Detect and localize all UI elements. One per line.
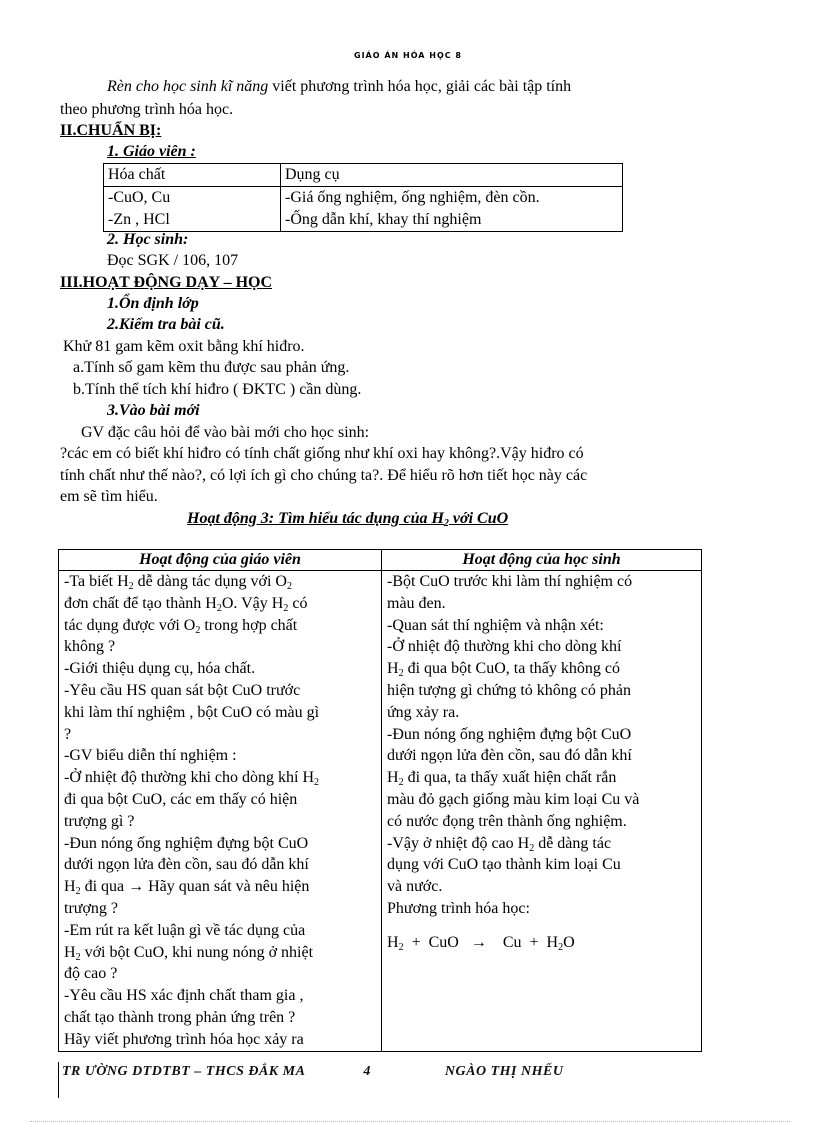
teacher-line: không ? <box>64 638 116 656</box>
teacher-line: -Yêu cầu HS xác định chất tham gia , <box>64 987 304 1005</box>
question-a: a.Tính số gam kẽm thu được sau phản ứng. <box>73 359 350 376</box>
student-line: -Quan sát thí nghiệm và nhận xét: <box>387 616 604 634</box>
teacher-line: ? <box>64 725 72 743</box>
student-heading: 2. Học sinh: <box>107 231 189 248</box>
teacher-line: độ cao ? <box>64 965 118 983</box>
teacher-line: -Yêu cầu HS quan sát bột CuO trước <box>64 681 301 699</box>
footer-page-number: 4 <box>363 1064 371 1079</box>
teacher-line: đi qua bột CuO, các em thấy có hiện <box>64 790 298 808</box>
table-row <box>59 571 702 1052</box>
table-row <box>59 550 702 571</box>
teacher-line: $H_2$ với bột CuO, khi nung nóng ở nhiệt <box>64 943 314 963</box>
student-line: $H_2$ đi qua, ta thấy xuất hiện chất rắn <box>387 769 617 789</box>
question-intro: Khử 81 gam kẽm oxit bằng khí hiđro. <box>63 338 305 355</box>
intro-rest: viết phương trình hóa học, giải các bài tập tính <box>268 78 572 95</box>
student-line: hiện tượng gì chứng tỏ không có phản <box>387 681 631 699</box>
paragraph-line: ?các em có biết khí hiđro có tính chất giống như khí oxi hay không?.Vậy hiđro có <box>60 445 584 462</box>
teacher-line: đơn chất để tạo thành $H_2O$. Vậy $H_2$ có <box>64 594 308 614</box>
table-cell <box>281 187 623 232</box>
teacher-line: $H_2$ đi qua → Hãy quan sát và nêu hiện <box>64 878 310 898</box>
student-line: -Bột CuO trước khi làm thí nghiệm có <box>387 573 633 590</box>
page-bottom-divider <box>30 1121 790 1122</box>
question-b: b.Tính thể tích khí hiđro ( ĐKTC ) cần dùng. <box>73 381 362 398</box>
chemical-equation: $H_2$ + CuO → $Cu + H_2O$ <box>387 933 575 953</box>
paragraph-line: em sẽ tìm hiểu. <box>60 488 158 505</box>
teacher-line: tác dụng được với $O_2$ trong hợp chất <box>64 616 298 636</box>
section-3-title: III.HOẠT ĐỘNG DẠY – HỌC <box>60 274 273 291</box>
student-line: dụng với CuO tạo thành kim loại Cu <box>387 856 621 874</box>
step-3: 3.Vào bài mới <box>107 402 200 419</box>
table-cell-text: -Zn , HCl <box>108 211 170 228</box>
subscript: 2 <box>443 518 449 529</box>
teacher-line: -Đun nóng ống nghiệm đựng bột CuO <box>64 834 309 852</box>
activity-title <box>187 510 508 528</box>
student-line: -Vậy ở nhiệt độ cao $H_2$ dễ dàng tác <box>387 834 612 854</box>
intro-line-2: theo phương trình hóa học. <box>60 101 234 118</box>
table-header-tools: Dụng cụ <box>281 164 623 187</box>
student-line: $H_2$ đi qua bột CuO, ta thấy không có <box>387 660 620 680</box>
col-student-header: Hoạt động của học sinh <box>382 550 702 571</box>
teacher-line: -Giới thiệu dụng cụ, hóa chất. <box>64 660 256 678</box>
table-cell-text: -CuO, Cu <box>108 189 171 206</box>
activity-table <box>58 549 702 1052</box>
step-2: 2.Kiểm tra bài cũ. <box>107 316 225 333</box>
student-text: Đọc SGK / 106, 107 <box>107 252 239 269</box>
intro-line-1 <box>107 78 571 96</box>
teacher-line: khi làm thí nghiệm , bột CuO có màu gì <box>64 703 320 721</box>
teacher-heading: 1. Giáo viên : <box>107 143 196 160</box>
teacher-line: Hãy viết phương trình hóa học xảy ra <box>64 1030 304 1048</box>
teacher-line: trượng ? <box>64 899 119 917</box>
student-line: dưới ngọn lửa đèn cồn, sau đó dẫn khí <box>387 747 632 765</box>
page-header: GIÁO ÁN HÓA HỌC 8 <box>354 51 462 60</box>
activity-title-text: Tìm hiểu tác dụng của H <box>274 510 444 527</box>
margin-line <box>58 1062 59 1098</box>
footer-school: TR ƯỜNG DTDTBT – THCS ĐẮK MA <box>62 1064 306 1079</box>
table-header-chemicals: Hóa chất <box>104 164 281 187</box>
teacher-line: trượng gì ? <box>64 812 135 830</box>
paragraph-line: GV đặc câu hỏi để vào bài mới cho học sinh: <box>81 424 370 441</box>
table-row <box>104 187 623 232</box>
intro-italic: Rèn cho học sinh kĩ năng <box>107 78 269 95</box>
student-activity-cell <box>382 571 702 1052</box>
table-cell-text: -Ống dẫn khí, khay thí nghiệm <box>285 211 482 228</box>
student-line: màu đen. <box>387 594 446 612</box>
page-footer <box>62 1064 563 1080</box>
paragraph-line: tính chất như thế nào?, có lợi ích gì cho chúng ta?. Để hiểu rõ hơn tiết học này các <box>60 467 588 484</box>
col-teacher-header: Hoạt động của giáo viên <box>59 550 382 571</box>
teacher-line: -GV biểu diễn thí nghiệm : <box>64 747 237 765</box>
student-line: -Ở nhiệt độ thường khi cho dòng khí <box>387 638 622 656</box>
materials-table <box>103 163 623 232</box>
student-line: Phương trình hóa học: <box>387 899 530 917</box>
teacher-line: dưới ngọn lửa đèn cồn, sau đó dẫn khí <box>64 856 309 874</box>
student-line: màu đỏ gạch giống màu kim loại Cu và <box>387 790 640 808</box>
student-line: ứng xảy ra. <box>387 703 460 721</box>
footer-author: NGÀO THỊ NHẾU <box>444 1064 564 1079</box>
arrow-right-icon: → <box>128 878 145 896</box>
student-line: -Đun nóng ống nghiệm đựng bột CuO <box>387 725 632 743</box>
table-cell <box>104 187 281 232</box>
activity-title-end: với CuO <box>448 510 509 527</box>
student-line: và nước. <box>387 878 443 896</box>
section-2-title: II.CHUẨN BỊ: <box>60 122 162 139</box>
step-1: 1.Ổn định lớp <box>107 295 199 312</box>
table-cell-text: -Giá ống nghiệm, ống nghiệm, đèn cồn. <box>285 189 540 206</box>
teacher-line: -Ta biết $H_2$ dễ dàng tác dụng với $O_2$ <box>64 573 292 592</box>
arrow-right-icon: → <box>470 933 487 951</box>
activity-title-prefix: Hoạt động 3: <box>187 510 275 527</box>
student-line: có nước đọng trên thành ống nghiệm. <box>387 812 627 830</box>
teacher-line: chất tạo thành trong phản ứng trên ? <box>64 1008 296 1026</box>
teacher-line: -Em rút ra kết luận gì về tác dụng của <box>64 921 306 939</box>
table-row <box>104 164 623 187</box>
teacher-activity-cell <box>59 571 382 1052</box>
teacher-line: -Ở nhiệt độ thường khi cho dòng khí $H_2$ <box>64 769 319 789</box>
